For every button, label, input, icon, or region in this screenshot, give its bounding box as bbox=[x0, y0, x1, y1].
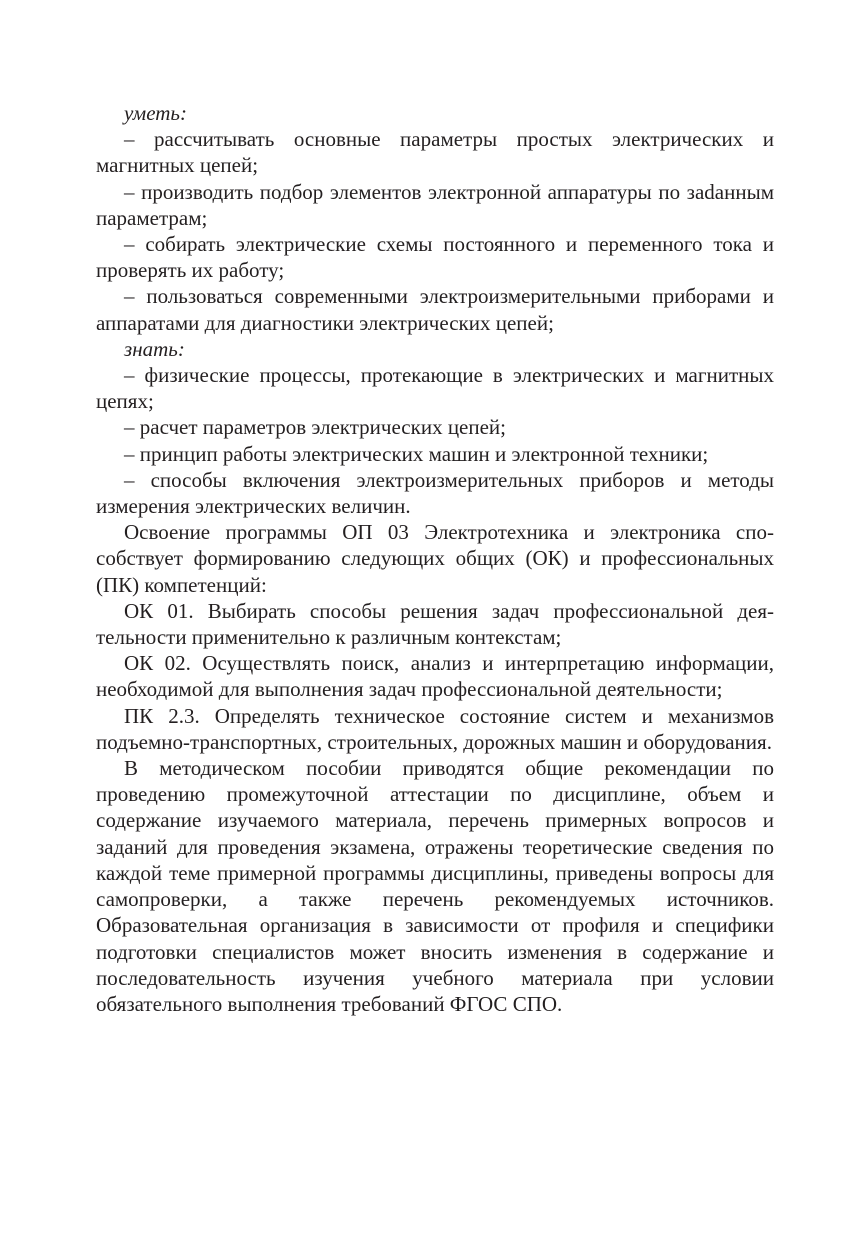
knowledge-item-2: – расчет параметров электрических цепей; bbox=[124, 415, 507, 440]
skills-item-2: – производить подбор элементов электронной аппаратуры по заdанным параметрам; bbox=[96, 179, 774, 230]
skills-heading: уметь: bbox=[124, 101, 187, 125]
skills-item-1: – рассчитывать основные параметры простых электрических и магнитных цепей; bbox=[96, 127, 774, 178]
competences-intro: Освоение программы ОП 03 Электротехника и электроника способствует формированию следующих общих (ОК) и профессиональных (ПК) компетенций: bbox=[96, 520, 774, 597]
summary-paragraph: В методическом пособии приводятся общие рекомендации по проведению промежуточной аттестации по дисциплине, объем и содержание изучаемого материала, перечень примерных вопросов и заданий для проведения экзамена, отражены теоретические сведения по каждой теме примерной программы дисциплины, приведены вопросы для самопроверки, а также перечень рекомендуемых источников. Образовательная организация в зависимости от профиля и специфики подготовки специалистов может вносить изменения в содержание и последовательность изучения учебного материала при условии обязательного выполнения требований ФГОС СПО. bbox=[96, 756, 774, 1016]
knowledge-item-1: – физические процессы, протекающие в электрических и магнитных цепях; bbox=[96, 363, 774, 414]
skills-item-4: – пользоваться современными электроизмерительными приборами и аппаратами для диагностики электрических цепей; bbox=[96, 284, 774, 335]
knowledge-heading: знать: bbox=[124, 336, 185, 361]
competence-pk-2-3: ПК 2.3. Определять техническое состояние систем и механизмов подъемно-транспортных, строительных, дорожных машин и оборудования. bbox=[96, 703, 774, 754]
document-page bbox=[96, 100, 774, 1017]
competence-ok-02: ОК 02. Осуществлять поиск, анализ и интерпретацию информации, необходимой для выполнения задач профессиональной деятельности; bbox=[96, 651, 774, 702]
skills-item-3: – собирать электрические схемы постоянного и переменного тока и проверять их работу; bbox=[96, 232, 774, 283]
competence-ok-01: ОК 01. Выбирать способы решения задач профессиональной деятельности применительно к различным контекстам; bbox=[96, 598, 774, 650]
knowledge-item-4: – способы включения электроизмерительных приборов и методы измерения электрических величин. bbox=[96, 467, 774, 519]
knowledge-item-3: – принцип работы электрических машин и электронной техники; bbox=[124, 441, 709, 466]
